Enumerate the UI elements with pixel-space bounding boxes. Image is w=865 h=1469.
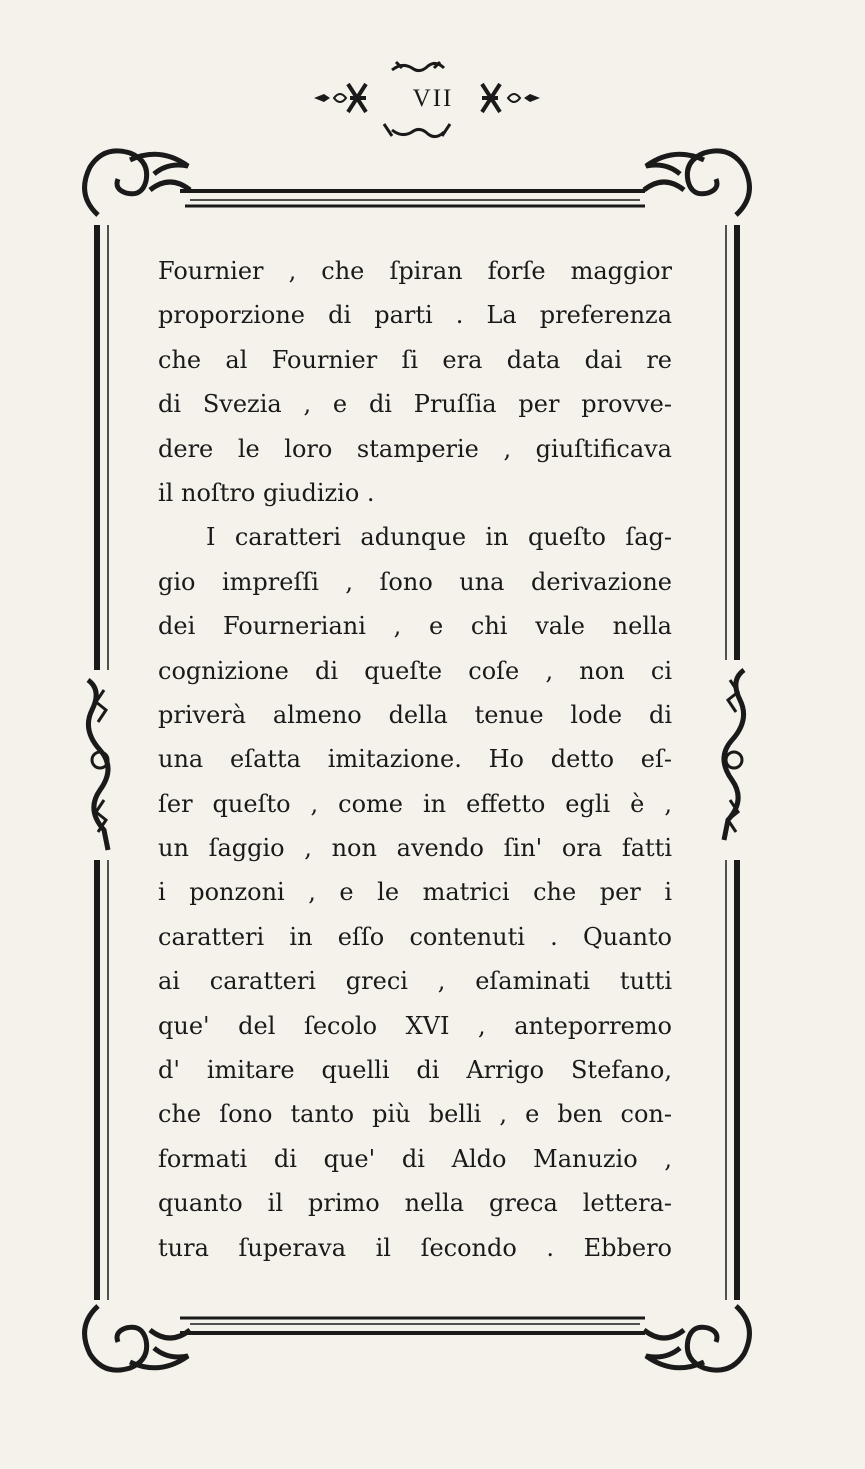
text-line: che ſono tanto più belli , e ben con- bbox=[158, 1100, 672, 1129]
text-line: tura ſuperava il ſecondo . Ebbero bbox=[158, 1233, 672, 1262]
text-line: quanto il primo nella greca lettera- bbox=[158, 1189, 672, 1218]
text-line: caratteri in eſſo contenuti . Quanto bbox=[158, 922, 672, 951]
text-line: dei Fourneriani , e chi vale nella bbox=[158, 612, 672, 641]
text-line: cognizione di queſte coſe , non ci bbox=[158, 656, 672, 685]
text-line: gio impreſſi , ſono una derivazione bbox=[158, 567, 672, 596]
text-line: I caratteri adunque in queſto ſag- bbox=[206, 523, 672, 552]
text-line: i ponzoni , e le matrici che per i bbox=[158, 878, 672, 907]
text-line: ai caratteri greci , eſaminati tutti bbox=[158, 967, 672, 996]
page-number: VII bbox=[412, 85, 454, 112]
text-line: che al Fournier ſi era data dai re bbox=[158, 345, 672, 374]
text-line: formati di que' di Aldo Manuzio , bbox=[158, 1144, 672, 1173]
page-header bbox=[0, 58, 865, 148]
text-line: ſer queſto , come in effetto egli è , bbox=[158, 789, 672, 818]
text-line: que' del ſecolo XVI , anteporremo bbox=[158, 1011, 672, 1040]
text-line: di Svezia , e di Pruſſia per provve- bbox=[158, 390, 672, 419]
text-line: dere le loro stamperie , giuſtificava bbox=[158, 434, 672, 463]
text-line: proporzione di parti . La preferenza bbox=[158, 301, 672, 330]
text-line: una eſatta imitazione. Ho detto eſ- bbox=[158, 745, 672, 774]
text-line: un ſaggio , non avendo ſin' ora fatti bbox=[158, 834, 672, 863]
body-text bbox=[158, 249, 672, 1270]
text-line: d' imitare quelli di Arrigo Stefano, bbox=[158, 1056, 672, 1085]
text-line: Fournier , che ſpiran forſe maggior bbox=[158, 257, 672, 285]
text-line: il noſtro giudizio . bbox=[158, 478, 375, 507]
text-line: priverà almeno della tenue lode di bbox=[158, 700, 672, 729]
